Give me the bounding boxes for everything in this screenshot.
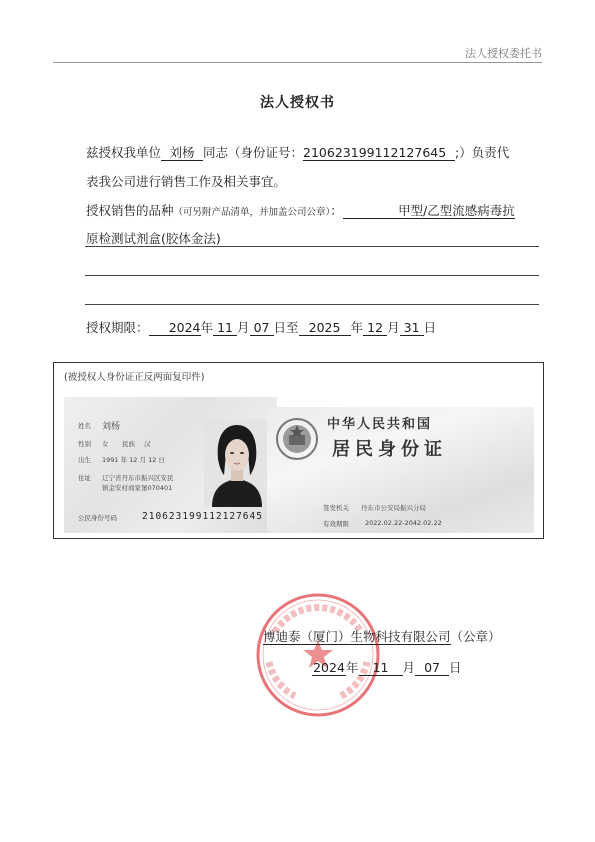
- authority-value: 丹东市公安局振兴分局: [361, 504, 426, 512]
- page-header-label: 法人授权委托书: [465, 47, 542, 60]
- end-day: 31: [400, 320, 424, 336]
- ethnic-label: 民族: [122, 440, 135, 448]
- birth-value: 1991 年 12 月 12 日: [102, 456, 165, 464]
- id-card-emblem-side: [267, 407, 534, 533]
- id-card-copy-box: [53, 362, 544, 539]
- product-name-part-2: 原检测试剂盒(胶体金法): [86, 231, 221, 246]
- text-segment: 年: [200, 320, 214, 335]
- gender-label: 性别: [78, 440, 91, 448]
- end-year: 2025: [299, 320, 351, 336]
- address-line-1: 辽宁省丹东市振兴区安民: [102, 474, 174, 482]
- text-segment: 授权销售的品种: [86, 203, 174, 218]
- birth-label: 出生: [78, 456, 91, 464]
- company-signature-line: [263, 629, 501, 645]
- authorized-person-name: 刘杨: [161, 145, 203, 161]
- address-label: 住址: [78, 474, 91, 482]
- product-line-1: [86, 203, 515, 221]
- id-card-personal-side: [64, 397, 277, 533]
- text-segment: 月: [237, 320, 250, 335]
- authority-label: 签发机关: [323, 504, 349, 512]
- authorization-line-1: [86, 145, 509, 161]
- name-label: 姓名: [78, 422, 91, 430]
- text-segment: ;）负责代: [455, 145, 510, 160]
- text-segment: ：: [330, 203, 343, 218]
- blank-rule: [85, 275, 539, 276]
- period-label: 授权期限：: [86, 320, 149, 335]
- blank-rule: [85, 304, 539, 305]
- document-title: 法人授权书: [260, 95, 335, 111]
- signature-year: 2024: [313, 660, 345, 675]
- signature-date-line: [312, 660, 462, 676]
- portrait-photo: [204, 419, 270, 507]
- header-divider: [53, 62, 542, 63]
- text-segment: 日至: [273, 320, 299, 335]
- product-note: （可另附产品清单，并加盖公司公章）: [173, 207, 331, 218]
- ethnic-value: 汉: [144, 440, 151, 448]
- text-segment: 年: [346, 660, 359, 675]
- id-copy-caption: (被授权人身份证正反两面复印件): [64, 372, 205, 383]
- authorized-person-id: 210623199112127645: [303, 145, 455, 161]
- id-number-label: 公民身份号码: [78, 514, 117, 522]
- seal-label: （公章）: [450, 629, 501, 644]
- address-line-2: 镇金安村商家堡070401: [102, 484, 173, 492]
- validity-label: 有效期限: [323, 520, 349, 528]
- text-segment: 月: [387, 320, 400, 335]
- card-type-title: 居民身份证: [332, 439, 447, 460]
- signature-day: 07: [415, 660, 449, 676]
- national-emblem-icon: [275, 417, 319, 461]
- authorization-period-line: [86, 320, 436, 336]
- product-name-part-1: 甲型/乙型流感病毒抗: [343, 203, 515, 219]
- authorization-line-2: 表我公司进行销售工作及相关事宜。: [86, 174, 287, 189]
- end-month: 12: [363, 320, 387, 336]
- validity-value: 2022.02.22-2042.02.22: [365, 519, 442, 527]
- company-seal-stamp: [255, 592, 381, 718]
- text-segment: 同志（身份证号：: [203, 145, 304, 160]
- text-segment: 年: [350, 320, 364, 335]
- text-segment: 日: [449, 660, 462, 675]
- country-name: 中华人民共和国: [327, 417, 433, 432]
- text-segment: 月: [402, 660, 416, 675]
- gender-value: 女: [102, 440, 109, 448]
- text-segment: 日: [423, 320, 437, 335]
- start-year: 2024: [149, 320, 201, 336]
- start-month: 11: [213, 320, 237, 336]
- start-day: 07: [250, 320, 274, 336]
- underline-rule: [85, 246, 539, 247]
- text-segment: 兹授权我单位: [86, 145, 162, 160]
- company-name: 博迪泰（厦门）生物科技有限公司: [263, 629, 451, 644]
- signature-month: 11: [359, 660, 403, 676]
- id-number-value: 210623199112127645: [142, 511, 263, 522]
- id-name: 刘杨: [102, 422, 121, 432]
